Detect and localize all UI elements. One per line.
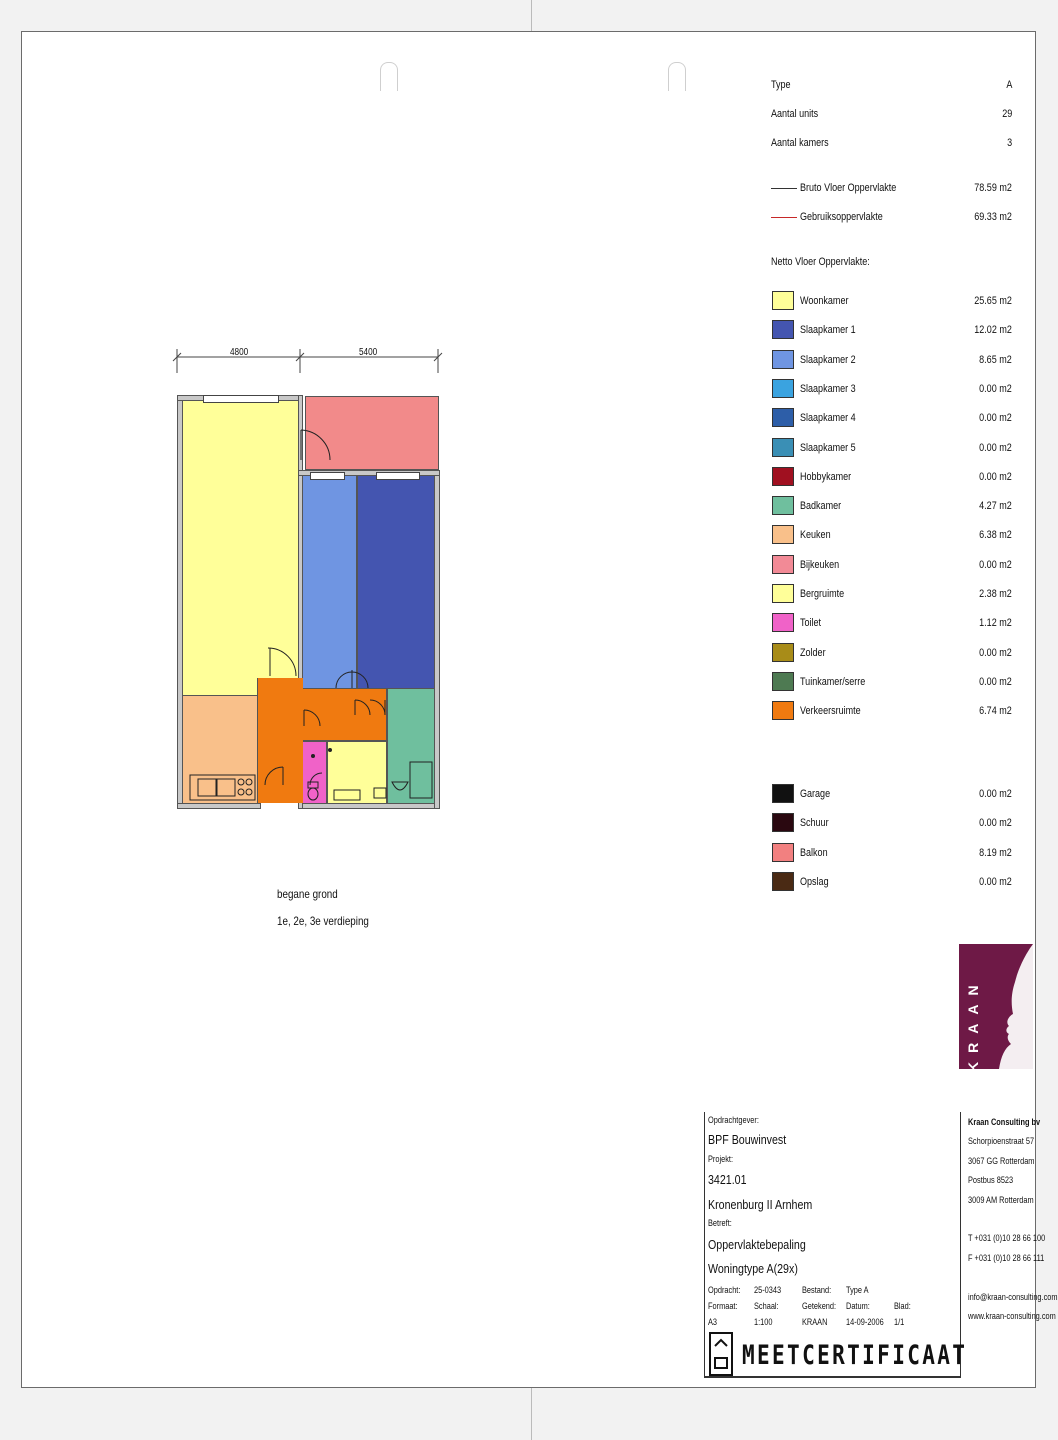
projekt-number: 3421.01 <box>708 1172 747 1187</box>
legend-value-garage: 0.00 m2 <box>979 788 1012 800</box>
plan-caption-levels: 1e, 2e, 3e verdieping <box>277 914 369 928</box>
legend-label-schuur: Schuur <box>800 817 829 830</box>
legend-label-hobbykamer: Hobbykamer <box>800 470 852 483</box>
legend-value-zolder: 0.00 m2 <box>979 646 1012 659</box>
legend-label-zolder: Zolder <box>800 646 826 659</box>
company-fax: F +031 (0)10 28 66 111 <box>968 1253 1045 1263</box>
spec-rooms-value: 3 <box>1006 137 1012 149</box>
dim-right-label: 5400 <box>359 347 378 358</box>
legend-label-verkeersruimte: Verkeersruimte <box>800 705 861 718</box>
opdracht-label: Opdracht: <box>708 1285 741 1295</box>
legend-value-bijkeuken: 0.00 m2 <box>979 558 1012 571</box>
legend-swatch-balkon <box>772 843 794 862</box>
datum-label: Datum: <box>846 1301 870 1311</box>
legend-label-slaapkamer-4: Slaapkamer 4 <box>800 412 856 425</box>
legend-label-slaapkamer-2: Slaapkamer 2 <box>800 353 856 366</box>
gebruik-value: 69.33 m2 <box>974 211 1012 223</box>
gebruik-label: Gebruiksoppervlakte <box>800 211 883 223</box>
spec-units-label: Aantal units <box>771 108 819 120</box>
legend-swatch-zolder <box>772 643 794 662</box>
bruto-line-swatch <box>771 188 797 189</box>
legend-value-slaapkamer-1: 12.02 m2 <box>974 324 1012 337</box>
formaat-label: Formaat: <box>708 1301 738 1311</box>
title-block-left-border <box>704 1112 705 1376</box>
legend-swatch-bergruimte <box>772 584 794 603</box>
blad-value: 1/1 <box>894 1317 905 1327</box>
certificate-icon <box>709 1332 733 1376</box>
legend-swatch-opslag <box>772 872 794 891</box>
legend-swatch-slaapkamer-4 <box>772 408 794 427</box>
legend-label-slaapkamer-3: Slaapkamer 3 <box>800 382 856 395</box>
legend-label-badkamer: Badkamer <box>800 500 842 513</box>
legend-swatch-keuken <box>772 525 794 544</box>
bruto-label: Bruto Vloer Oppervlakte <box>800 182 897 194</box>
plan-fixtures <box>170 390 450 820</box>
spec-type-label: Type <box>771 79 791 91</box>
legend-swatch-schuur <box>772 813 794 832</box>
bestand-value: Type A <box>846 1285 869 1295</box>
fold-line-bottom <box>531 1388 532 1440</box>
company-phone: T +031 (0)10 28 66 100 <box>968 1233 1046 1243</box>
legend-label-bijkeuken: Bijkeuken <box>800 558 840 571</box>
legend-value-toilet: 1.12 m2 <box>979 617 1012 630</box>
legend-value-slaapkamer-4: 0.00 m2 <box>979 412 1012 425</box>
company-name: Kraan Consulting bv <box>968 1117 1041 1127</box>
legend-swatch-slaapkamer-3 <box>772 379 794 398</box>
legend-label-woonkamer: Woonkamer <box>800 295 849 307</box>
fold-line-top <box>531 0 532 31</box>
legend-swatch-slaapkamer-1 <box>772 320 794 339</box>
legend-label-slaapkamer-5: Slaapkamer 5 <box>800 441 856 454</box>
legend-value-bergruimte: 2.38 m2 <box>979 588 1012 600</box>
company-web: www.kraan-consulting.com <box>968 1311 1056 1321</box>
kraan-logo <box>959 944 1033 1072</box>
title-block-bottom-border <box>704 1376 961 1378</box>
punch-hole-right <box>668 62 686 91</box>
legend-label-garage: Garage <box>800 788 831 800</box>
spec-rooms-label: Aantal kamers <box>771 137 829 149</box>
legend-label-slaapkamer-1: Slaapkamer 1 <box>800 324 856 337</box>
legend-swatch-woonkamer <box>772 291 794 310</box>
opdrachtgever-label: Opdrachtgever: <box>708 1115 759 1125</box>
datum-value: 14-09-2006 <box>846 1317 884 1327</box>
projekt-name: Kronenburg II Arnhem <box>708 1197 813 1212</box>
legend-label-toilet: Toilet <box>800 617 822 630</box>
legend-value-hobbykamer: 0.00 m2 <box>979 470 1012 483</box>
legend-value-slaapkamer-5: 0.00 m2 <box>979 441 1012 454</box>
getekend-value: KRAAN <box>802 1317 828 1327</box>
schaal-value: 1:100 <box>754 1317 773 1327</box>
legend-swatch-garage <box>772 784 794 803</box>
legend-value-woonkamer: 25.65 m2 <box>974 295 1012 307</box>
legend-label-opslag: Opslag <box>800 875 829 888</box>
legend-swatch-hobbykamer <box>772 467 794 486</box>
schaal-label: Schaal: <box>754 1301 779 1311</box>
legend-swatch-badkamer <box>772 496 794 515</box>
legend-label-keuken: Keuken <box>800 529 831 542</box>
legend-swatch-bijkeuken <box>772 555 794 574</box>
dimension-line <box>170 343 450 373</box>
legend-value-verkeersruimte: 6.74 m2 <box>979 705 1012 718</box>
spec-units-value: 29 <box>1001 108 1012 120</box>
legend-swatch-toilet <box>772 613 794 632</box>
legend-value-badkamer: 4.27 m2 <box>979 500 1012 513</box>
company-address-3: Postbus 8523 <box>968 1175 1014 1185</box>
opdrachtgever-value: BPF Bouwinvest <box>708 1132 787 1147</box>
spec-type-value: A <box>1005 79 1012 91</box>
legend-label-bergruimte: Bergruimte <box>800 588 845 600</box>
legend-swatch-slaapkamer-5 <box>772 438 794 457</box>
legend-value-slaapkamer-3: 0.00 m2 <box>979 382 1012 395</box>
blad-label: Blad: <box>894 1301 911 1311</box>
legend-label-balkon: Balkon <box>800 846 828 859</box>
betreft-label: Betreft: <box>708 1218 732 1228</box>
plan-caption-floor: begane grond <box>277 887 338 901</box>
getekend-label: Getekend: <box>802 1301 837 1311</box>
legend-value-tuinkamer-serre: 0.00 m2 <box>979 675 1012 688</box>
opdracht-value: 25-0343 <box>754 1285 782 1295</box>
legend-value-opslag: 0.00 m2 <box>979 875 1012 888</box>
punch-hole-left <box>380 62 398 91</box>
projekt-label: Projekt: <box>708 1154 734 1164</box>
legend-value-balkon: 8.19 m2 <box>979 846 1012 859</box>
company-address-4: 3009 AM Rotterdam <box>968 1195 1034 1205</box>
betreft-line-2: Woningtype A(29x) <box>708 1261 798 1276</box>
gebruik-line-swatch <box>771 217 797 218</box>
legend-swatch-tuinkamer-serre <box>772 672 794 691</box>
legend-swatch-verkeersruimte <box>772 701 794 720</box>
dim-left-label: 4800 <box>230 347 249 358</box>
kraan-logo-text: KRAAN <box>965 976 981 1072</box>
formaat-value: A3 <box>708 1317 718 1327</box>
title-block-right-border <box>960 1112 961 1376</box>
meetcertificaat-title: MEETCERTIFICAAT <box>742 1340 968 1371</box>
betreft-line-1: Oppervlaktebepaling <box>708 1237 806 1252</box>
company-address-1: Schorpioenstraat 57 <box>968 1136 1035 1146</box>
bruto-value: 78.59 m2 <box>974 182 1012 194</box>
netto-heading: Netto Vloer Oppervlakte: <box>771 256 870 268</box>
legend-swatch-slaapkamer-2 <box>772 350 794 369</box>
legend-value-slaapkamer-2: 8.65 m2 <box>979 353 1012 366</box>
company-email: info@kraan-consulting.com <box>968 1292 1058 1302</box>
bestand-label: Bestand: <box>802 1285 832 1295</box>
company-address-2: 3067 GG Rotterdam <box>968 1156 1035 1166</box>
legend-value-keuken: 6.38 m2 <box>979 529 1012 542</box>
legend-value-schuur: 0.00 m2 <box>979 817 1012 830</box>
legend-label-tuinkamer-serre: Tuinkamer/serre <box>800 675 866 688</box>
